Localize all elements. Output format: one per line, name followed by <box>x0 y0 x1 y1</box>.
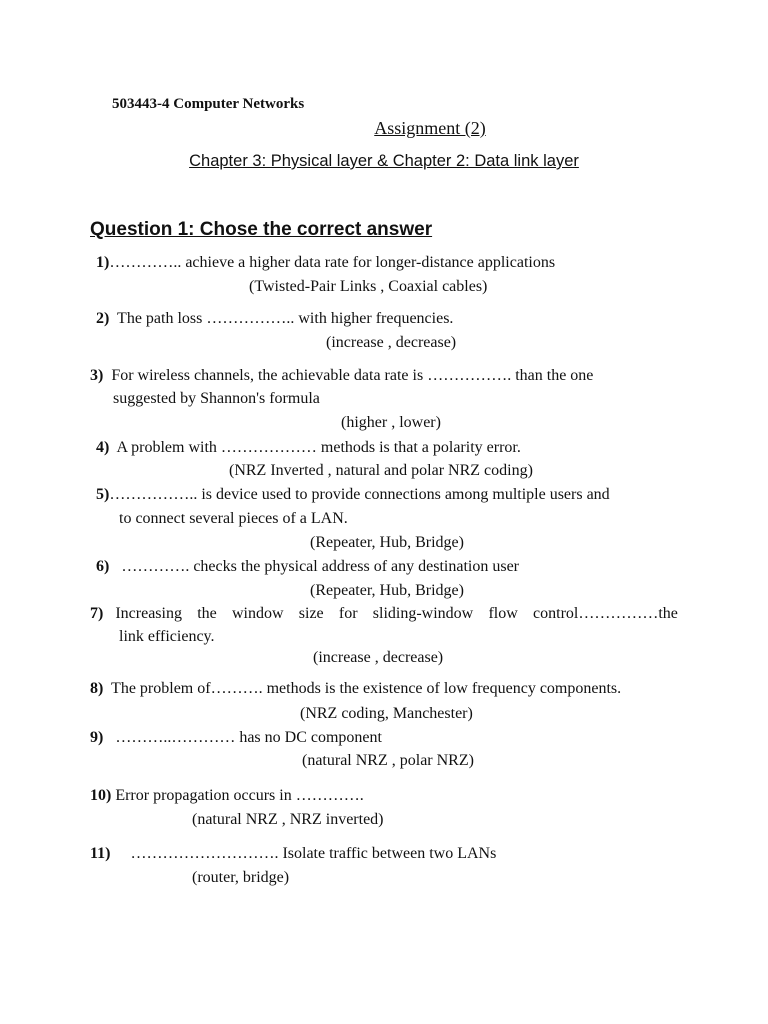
question-1 <box>96 255 555 271</box>
question-2-options: (increase , decrease) <box>326 334 457 351</box>
question-text: The path loss …………….. with higher frequencies. <box>117 310 454 327</box>
word: window <box>231 605 284 622</box>
question-text: ………….. achieve a higher data rate for longer-distance applications <box>109 254 556 271</box>
question-6 <box>96 559 519 575</box>
question-10-options: (natural NRZ , NRZ inverted) <box>192 811 384 828</box>
word: for <box>338 605 358 622</box>
question-3-options: (higher , lower) <box>341 414 441 431</box>
word: control……………the <box>533 605 678 622</box>
question-text: ………………………. Isolate traffic between two LANs <box>130 845 497 862</box>
question-11-options: (router, bridge) <box>192 869 290 886</box>
assignment-title: Assignment (2) <box>374 118 486 138</box>
section-heading: Question 1: Chose the correct answer <box>90 219 433 240</box>
question-11 <box>90 846 496 862</box>
question-7-continued: link efficiency. <box>119 628 215 645</box>
question-10 <box>90 788 364 804</box>
question-number: 10) <box>90 787 112 804</box>
course-title: 503443-4 Computer Networks <box>112 96 305 112</box>
question-text: For wireless channels, the achievable data rate is ……………. than the one <box>111 367 594 384</box>
question-number: 4) <box>96 439 110 456</box>
question-4 <box>96 440 521 456</box>
question-text: Error propagation occurs in …………. <box>115 787 364 804</box>
question-text <box>115 606 678 622</box>
question-text: ………..………… has no DC component <box>115 729 382 746</box>
question-number: 11) <box>90 845 111 862</box>
question-5 <box>96 487 610 503</box>
question-text: …………. checks the physical address of any destination user <box>121 558 520 575</box>
question-8-options: (NRZ coding, Manchester) <box>300 705 473 722</box>
question-number: 8) <box>90 680 104 697</box>
question-text: A problem with ……………… methods is that a polarity error. <box>116 439 521 456</box>
word: flow <box>488 605 518 622</box>
question-7 <box>90 606 678 622</box>
question-9-options: (natural NRZ , polar NRZ) <box>302 752 474 769</box>
question-text: The problem of………. methods is the existence of low frequency components. <box>111 680 622 697</box>
question-number: 2) <box>96 310 110 327</box>
question-5-options: (Repeater, Hub, Bridge) <box>310 534 464 551</box>
question-3 <box>90 368 593 384</box>
question-number: 9) <box>90 729 104 746</box>
question-number: 3) <box>90 367 104 384</box>
question-number: 1) <box>96 254 110 271</box>
word: sliding-window <box>372 605 474 622</box>
question-3-continued: suggested by Shannon's formula <box>113 390 320 407</box>
question-9 <box>90 730 382 746</box>
question-number: 6) <box>96 558 110 575</box>
question-text: …………….. is device used to provide connections among multiple users and <box>109 486 610 503</box>
chapter-heading: Chapter 3: Physical layer & Chapter 2: Data link layer <box>189 152 579 170</box>
question-2 <box>96 311 453 327</box>
word: the <box>197 605 217 622</box>
question-4-options: (NRZ Inverted , natural and polar NRZ coding) <box>229 462 533 479</box>
word: Increasing <box>115 605 182 622</box>
word: size <box>298 605 324 622</box>
question-7-options: (increase , decrease) <box>313 649 444 666</box>
question-number: 5) <box>96 486 110 503</box>
question-number: 7) <box>90 605 104 622</box>
question-6-options: (Repeater, Hub, Bridge) <box>310 582 464 599</box>
question-5-continued: to connect several pieces of a LAN. <box>119 510 348 527</box>
question-8 <box>90 681 621 697</box>
question-1-options: (Twisted-Pair Links , Coaxial cables) <box>249 278 488 295</box>
